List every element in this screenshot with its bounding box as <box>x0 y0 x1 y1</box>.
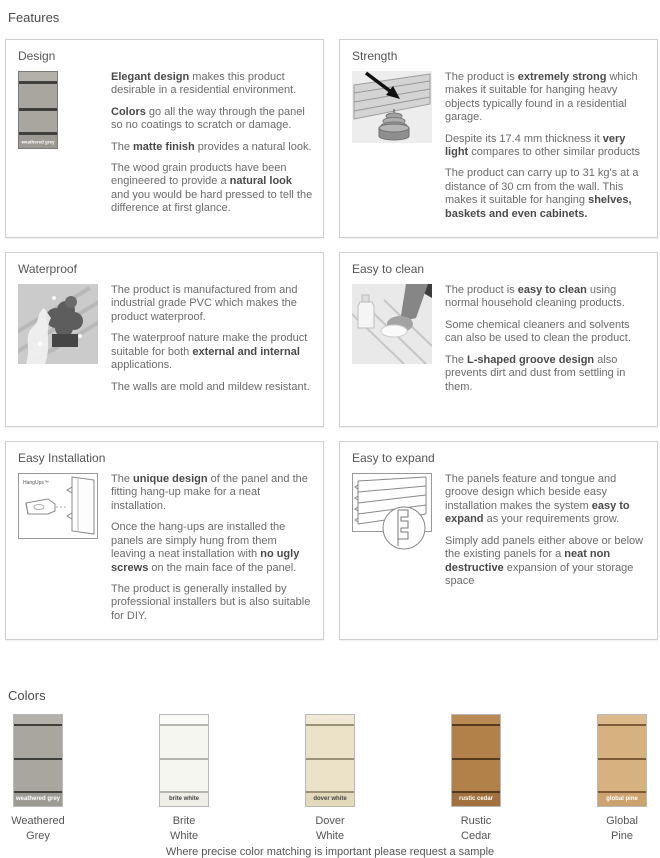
feature-paragraph: Colors go all the way through the panel so no coatings to scratch or damage. <box>111 105 305 132</box>
feature-paragraph: The product is generally installed by professional installers but is also suitable for DIY. <box>111 582 311 622</box>
colors-section <box>0 688 660 858</box>
color-swatch-name: Weathered Grey <box>11 815 65 843</box>
feature-card-strength <box>339 39 658 238</box>
swatch-embedded-label: brite white <box>160 793 208 806</box>
feature-card-title: Easy to expand <box>352 451 435 466</box>
feature-image <box>352 71 432 143</box>
color-swatch-name: Dover White <box>315 815 345 843</box>
feature-paragraph: The product is manufactured from and industrial grade PVC which makes the product waterproof. <box>111 284 298 323</box>
feature-paragraph: The matte finish provides a natural look. <box>111 140 312 153</box>
feature-card-title: Easy to clean <box>352 262 425 277</box>
feature-card-expand <box>339 441 658 640</box>
hangup-fitting-drawing <box>18 473 98 539</box>
color-swatch-dover-white <box>305 714 355 843</box>
feature-card-body <box>111 473 313 631</box>
color-swatch-name: Brite White <box>169 815 199 843</box>
feature-paragraph: Some chemical cleaners and solvents can also be used to clean the product. <box>445 318 631 345</box>
svg-text:weathered grey: weathered grey <box>21 139 55 145</box>
feature-paragraph: The wood grain products have been engineered to provide a natural look and you would be hard pressed to tell the difference at first glance. <box>111 162 313 215</box>
feature-paragraph: Elegant design makes this product desirable in a residential environment. <box>111 71 297 97</box>
color-swatch-panel <box>597 714 647 807</box>
feature-paragraph: The walls are mold and mildew resistant. <box>111 380 310 393</box>
feature-card-body <box>445 71 647 229</box>
color-matching-note: Where precise color matching is important please request a sample <box>165 846 495 858</box>
svg-text:HangUps™: HangUps™ <box>23 480 49 487</box>
swatch-embedded-label: rustic cedar <box>452 793 500 806</box>
feature-paragraph: The product is extremely strong which makes it suitable for hanging heavy objects typically found in a residential garage. <box>445 71 638 124</box>
feature-card-waterproof <box>5 252 324 427</box>
color-swatch-name: Rustic Cedar <box>460 815 492 843</box>
color-swatch-panel <box>159 714 209 807</box>
features-heading: Features <box>8 10 60 25</box>
colors-heading: Colors <box>8 688 46 704</box>
color-swatch-brite-white <box>159 714 209 843</box>
swatch-embedded-label: weathered grey <box>14 793 62 806</box>
feature-image <box>352 284 432 364</box>
feature-card-title: Waterproof <box>18 262 77 277</box>
color-swatch-panel <box>451 714 501 807</box>
color-swatch-row <box>11 714 647 843</box>
feature-image <box>18 473 98 539</box>
feature-card-clean <box>339 252 658 427</box>
color-swatch-weathered-grey <box>11 714 65 843</box>
panel-stack-drawing <box>352 473 432 551</box>
feature-paragraph: The product is easy to clean using normal household cleaning products. <box>445 284 625 310</box>
color-swatch-panel <box>13 714 63 807</box>
feature-paragraph: Once the hang-ups are installed the panels are simply hung from them leaving a neat installation with no ugly screws on the main face of the panel. <box>111 521 300 574</box>
features-grid <box>5 39 658 640</box>
feature-paragraph: The L-shaped groove design also prevents dirt and dust from settling in them. <box>445 353 626 393</box>
swatch-embedded-label: dover white <box>306 793 354 806</box>
feature-card-title: Easy Installation <box>18 451 106 466</box>
swatch-embedded-label: global pine <box>598 793 646 806</box>
feature-paragraph: The panels feature and tongue and groove design which beside easy installation makes the system easy to expand as your requirements grow. <box>445 473 630 526</box>
feature-card-title: Strength <box>352 49 398 63</box>
feature-card-install <box>5 441 324 640</box>
feature-card-title: Design <box>18 49 56 63</box>
feature-paragraph: The unique design of the panel and the fitting hang-up make for a neat installation. <box>111 473 308 512</box>
feature-card-body <box>111 71 313 224</box>
color-swatch-name: Global Pine <box>606 815 638 843</box>
wiping-panel-photo <box>352 284 432 364</box>
feature-card-design <box>5 39 324 238</box>
color-swatch-panel <box>305 714 355 807</box>
feature-card-body <box>111 284 313 402</box>
color-swatch-rustic-cedar <box>451 714 501 843</box>
feature-paragraph: The waterproof nature make the product suitable for both external and internal applications. <box>111 332 308 372</box>
wet-plant-photo <box>18 284 98 364</box>
weathered-grey-panel-photo <box>18 71 58 149</box>
color-swatch-global-pine <box>597 714 647 843</box>
feature-paragraph: Despite its 17.4 mm thickness it very light compares to other similar products <box>445 132 641 159</box>
feature-image <box>18 71 98 149</box>
feature-paragraph: The product can carry up to 31 kg's at a distance of 30 cm from the wall. This makes it suitable for hanging shelves, baskets and even cabinets. <box>445 167 639 220</box>
feature-paragraph: Simply add panels either above or below the existing panels for a neat non destructive expansion of your storage space <box>445 534 644 587</box>
feature-card-body <box>445 284 647 402</box>
hanging-weights-photo <box>352 71 432 143</box>
feature-card-body <box>445 473 647 596</box>
feature-image <box>18 284 98 364</box>
feature-image <box>352 473 432 551</box>
